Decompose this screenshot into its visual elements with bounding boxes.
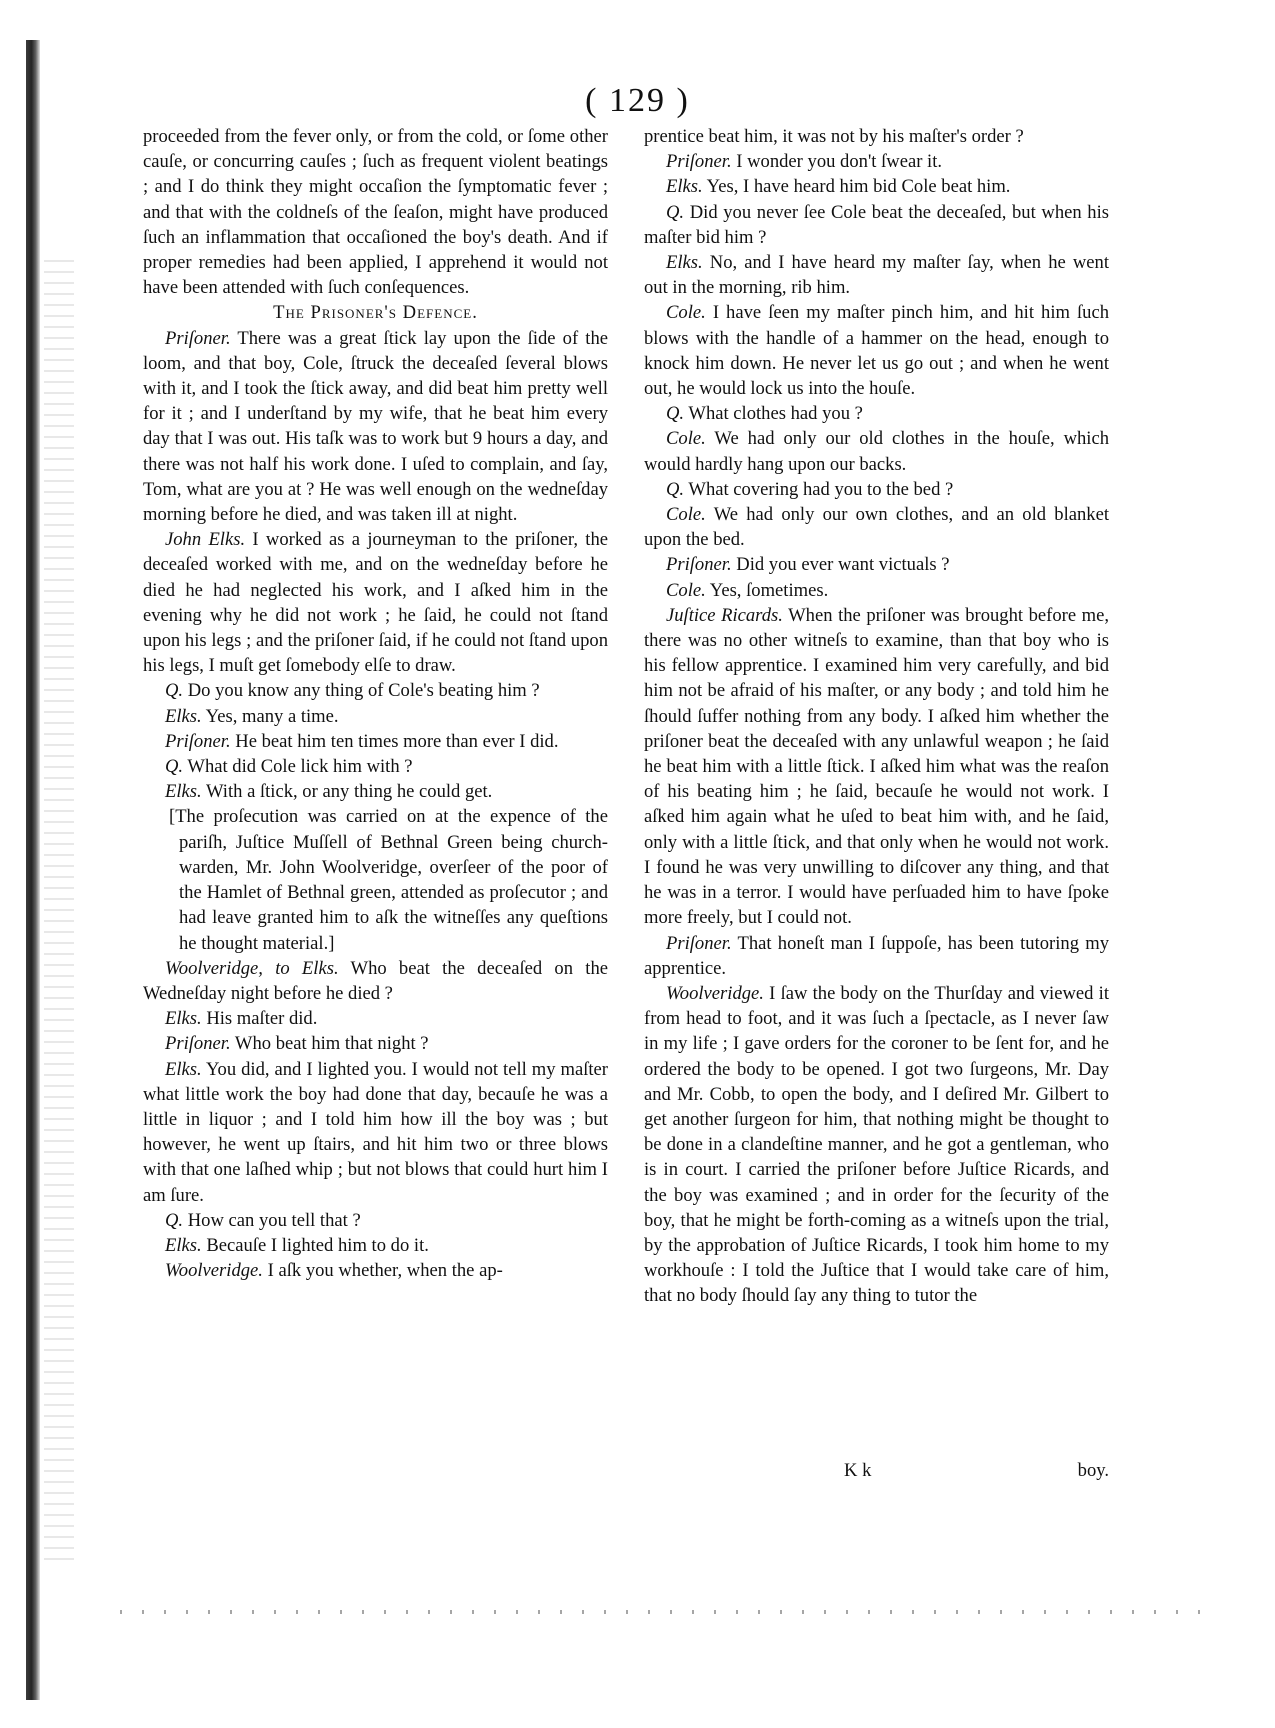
speaker-label: Q. [165,1209,184,1231]
speaker-label: Woolveridge, to Elks. [165,957,339,979]
paragraph: Elks. With a ſtick, or any thing he could get. [165,781,493,803]
paragraph: Elks. You did, and I lighted you. I would not tell my maſter what little work the boy had done that day, becauſe he was a little in liquor ; and I told him how ill the boy was ; but however, he went up ſtairs, and hit him two or three blows with that one laſhed whip ; but not blows that could hurt him I am ſure. [143,1058,608,1206]
paragraph: Priſoner. There was a great ſtick lay upon the ſide of the loom, and that boy, Cole, ſtruck the deceaſed ſeveral blows with it, and I took the ſtick away, and did beat him pretty well for it ; and I underſtand by my wife, that he beat him every day that I was out. His taſk was to work but 9 hours a day, and there was not half his work done. I uſed to complain, and ſay, Tom, what are you at ? He was well enough on the wedneſday morning before he died, and was taken ill at night. [143,327,608,526]
paragraph: Q. What covering had you to the bed ? [666,478,954,500]
paragraph: John Elks. I worked as a journeyman to the priſoner, the deceaſed worked with me, and on the wedneſday before he died he had neglected his work, and I aſked him in the evening why he did not work ; he ſaid, he could not ſtand upon his legs ; and the priſoner ſaid, if he could not ſtand upon his legs, I muſt get ſomebody elſe to draw. [143,529,608,677]
paragraph: Cole. We had only our old clothes in the houſe, which would hardly hang upon our backs. [644,428,1110,475]
speaker-label: Priſoner. [666,151,732,173]
paragraph: Q. Do you know any thing of Cole's beating him ? [165,680,540,702]
paragraph: Juſtice Ricards. When the priſoner was brought before me, there was no other witneſs to examine, than that boy who is his fellow apprentice. I examined him very carefully, and bid him not be afraid of his maſter, or any body ; and told him he ſhould ſuffer nothing from any body. I aſked him whether the priſoner beat the deceaſed with any unlawful weapon ; he ſaid he beat him with a little ſtick. I aſked him what was the reaſon of his beating him ; he ſaid, becauſe he would not work. I aſked him again what he uſed to beat him with, and he ſaid, only with a little ſtick, and that only when he would not work. I found he was very unwilling to diſcover any thing, and that he was in a terror. I would have perſuaded him to have ſpoke more freely, but I could not. [644,604,1109,929]
speaker-label: Priſoner. [165,1033,231,1055]
paragraph: Woolveridge. I aſk you whether, when the ap- [165,1260,503,1282]
paragraph: Cole. We had only our own clothes, and an old blanket upon the bed. [644,504,1110,551]
speaker-label: Priſoner. [165,730,231,752]
paragraph: Woolveridge. I ſaw the body on the Thurſday and viewed it from head to foot, and it was ſuch a ſpectacle, as I never ſaw in my life ; I gave orders for the coroner to be ſent for, and he ordered the body to be opened. I got two ſurgeons, Mr. Day and Mr. Cobb, to open the body, and I deſired Mr. Gilbert to get another ſurgeon for him, that nothing might be thought to be done in a clandeſtine manner, and he got a gentleman, who is in court. I carried the priſoner before Juſtice Ricards, and the boy was examined ; and in order for the ſecurity of the boy, that he might be forth-coming as a witneſs upon the trial, by the approbation of Juſtice Ricards, I took him home to my workhouſe : I told the Juſtice that I would take care of him, that no body ſhould ſay any thing to tutor the [644,982,1109,1307]
speaker-label: Elks. [165,705,202,727]
speaker-label: Elks. [165,1058,202,1080]
paragraph: Elks. Becauſe I lighted him to do it. [165,1234,429,1256]
speaker-label: Elks. [666,252,703,274]
paragraph: Q. What did Cole lick him with ? [165,756,413,778]
paragraph: Cole. I have ſeen my maſter pinch him, and hit him ſuch blows with the handle of a hammer on the head, enough to knock him down. He never let us go out ; and when he went out, he would lock us into the houſe. [644,302,1109,400]
page-footer [644,1458,1109,1483]
speaker-label: Priſoner. [165,327,231,349]
paragraph: Q. What clothes had you ? [666,403,863,425]
binding-speckle [44,260,74,1560]
speaker-label: Q. [165,680,184,702]
speaker-label: Q. [165,756,184,778]
paragraph: Priſoner. I wonder you don't ſwear it. [666,151,943,173]
speaker-label: Q. [666,403,685,425]
speaker-label: Woolveridge. [165,1260,263,1282]
paragraph: Cole. Yes, ſometimes. [666,579,829,601]
scan-speckle-row [120,1610,1220,1614]
paragraph: Q. How can you tell that ? [165,1209,361,1231]
speaker-label: Woolveridge. [666,982,764,1004]
paragraph: Q. Did you never ſee Cole beat the deceaſed, but when his maſter bid him ? [644,201,1109,248]
binding-spine-shadow [26,40,40,1700]
speaker-label: Cole. [666,302,706,324]
bracketed-note: [The proſecution was carried on at the expence of the pariſh, Juſtice Muſſell of Bethnal Green being church-warden, Mr. John Woolveridge, overſeer of the poor of the Hamlet of Bethnal green, attended as proſecutor ; and had leave granted him to aſk the witneſſes any queſtions he thought material.] [169,806,608,954]
speaker-label: John Elks. [165,529,246,551]
speaker-label: Elks. [165,781,202,803]
paragraph: Elks. His maſter did. [165,1008,318,1030]
speaker-label: Cole. [666,579,706,601]
speaker-label: Q. [666,478,685,500]
signature-mark: K k [844,1460,872,1481]
speaker-label: Priſoner. [666,932,732,954]
speaker-label: Cole. [666,504,706,526]
paragraph: Priſoner. That honeſt man I ſuppoſe, has been tutoring my apprentice. [644,932,1109,979]
speaker-label: Q. [666,201,685,223]
paragraph: Priſoner. Did you ever want victuals ? [666,554,950,576]
page-number: ( 129 ) [585,82,690,119]
speaker-label: Elks. [165,1234,202,1256]
speaker-label: Priſoner. [666,554,732,576]
paragraph: Elks. No, and I have heard my maſter ſay, when he went out in the morning, rib him. [644,252,1109,299]
paragraph: Priſoner. He beat him ten times more than ever I did. [165,730,559,752]
speaker-label: Elks. [165,1008,202,1030]
right-column [644,124,1109,1309]
speaker-label: Elks. [666,176,703,198]
paragraph: Elks. Yes, I have heard him bid Cole beat him. [666,176,1011,198]
catchword: boy. [1077,1460,1109,1481]
paragraph: Woolveridge, to Elks. Who beat the deceaſed on the Wedneſday night before he died ? [143,957,609,1004]
section-heading: The Prisoner's Defence. [273,302,478,324]
paragraph: Elks. Yes, many a time. [165,705,339,727]
paragraph: Priſoner. Who beat him that night ? [165,1033,429,1055]
paragraph: proceeded from the fever only, or from the cold, or ſome other cauſe, or concurring cauſes ; ſuch as frequent violent beatings ; and I do think they might occaſion the ſymptomatic fever ; and that with the coldneſs of the ſeaſon, might have produced ſuch an inflammation that occaſioned the boy's death. And if proper remedies had been applied, I apprehend it would not have been attended with ſuch conſequences. [143,126,608,299]
left-column [143,124,608,1283]
speaker-label: Cole. [666,428,706,450]
speaker-label: Juſtice Ricards. [666,604,783,626]
paragraph: prentice beat him, it was not by his maſter's order ? [644,126,1024,147]
